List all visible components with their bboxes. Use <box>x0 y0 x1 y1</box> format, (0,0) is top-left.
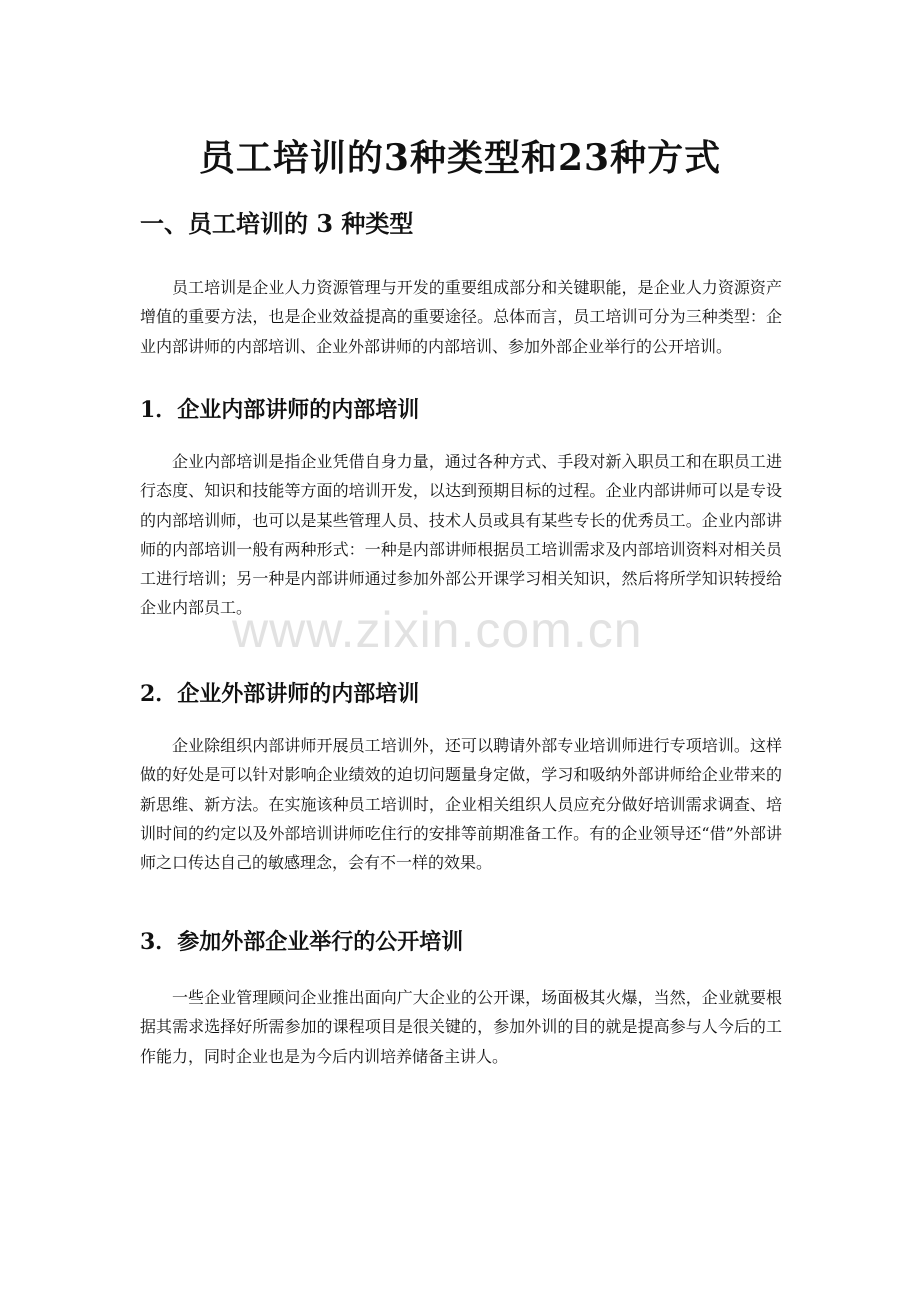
document-title: 员工培训的3种类型和23种方式 <box>198 137 722 179</box>
section-intro-paragraph: 员工培训是企业人力资源管理与开发的重要组成部分和关键职能，是企业人力资源资产增值的重要方法，也是企业效益提高的重要途径。总体而言，员工培训可分为三种类型：企业内部讲师的内部培训、企业外部讲师的内部培训、参加外部企业举行的公开培训。 <box>140 278 782 356</box>
subsection-heading-public-training: 3．参加外部企业举行的公开培训 <box>140 929 464 955</box>
watermark-text: www.zixin.com.cn <box>232 602 643 658</box>
section-heading-types: 一、员工培训的 3 种类型 <box>140 209 414 238</box>
subsection-paragraph-external-trainer: 企业除组织内部讲师开展员工培训外，还可以聘请外部专业培训师进行专项培训。这样做的好处是可以针对影响企业绩效的迫切问题量身定做，学习和吸纳外部讲师给企业带来的新思维、新方法。在实施该种员工培训时，企业相关组织人员应充分做好培训需求调查、培训时间的约定以及外部培训讲师吃住行的安排等前期准备工作。有的企业领导还“借”外部讲师之口传达自己的敏感理念，会有不一样的效果。 <box>140 736 782 873</box>
subsection-paragraph-public-training: 一些企业管理顾问企业推出面向广大企业的公开课，场面极其火爆，当然，企业就要根据其需求选择好所需参加的课程项目是很关键的，参加外训的目的就是提高参与人今后的工作能力，同时企业也是为今后内训培养储备主讲人。 <box>140 988 782 1066</box>
subsection-paragraph-internal-trainer: 企业内部培训是指企业凭借自身力量，通过各种方式、手段对新入职员工和在职员工进行态度、知识和技能等方面的培训开发，以达到预期目标的过程。企业内部讲师可以是专设的内部培训师，也可以是某些管理人员、技术人员或具有某些专长的优秀员工。企业内部讲师的内部培训一般有两种形式：一种是内部讲师根据员工培训需求及内部培训资料对相关员工进行培训；另一种是内部讲师通过参加外部公开课学习相关知识，然后将所学知识转授给企业内部员工。 <box>140 452 782 618</box>
subsection-heading-external-trainer: 2．企业外部讲师的内部培训 <box>140 681 420 707</box>
subsection-heading-internal-trainer: 1．企业内部讲师的内部培训 <box>140 397 420 423</box>
